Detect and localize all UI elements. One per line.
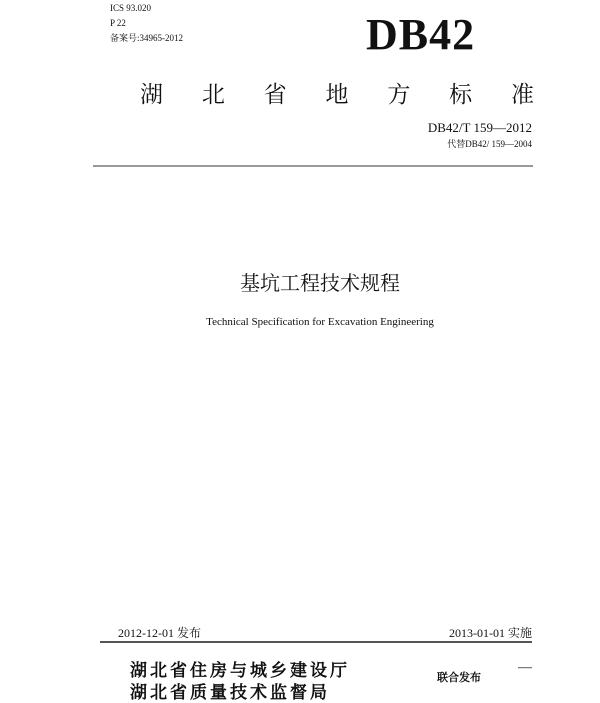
char: 准 [510, 82, 534, 108]
ics-code: ICS 93.020 [110, 3, 152, 13]
dash: — [518, 660, 532, 675]
divider-bottom [100, 641, 532, 643]
issuer-2: 湖北省质量技术监督局 [130, 683, 330, 703]
issue-date: 2012-12-01 发布 [118, 626, 201, 640]
standard-type [140, 76, 534, 109]
standard-code: DB42/T 159—2012 [427, 120, 532, 135]
document-title: 基坑工程技术规程 [240, 271, 400, 295]
classification-code: P 22 [110, 18, 126, 28]
char: 标 [449, 82, 473, 108]
divider-top [93, 165, 533, 167]
record-number: 备案号:34965-2012 [110, 33, 183, 43]
replaces-code: 代替DB42/ 159—2004 [447, 139, 532, 149]
db42-logo: DB42 [366, 10, 476, 59]
char: 省 [263, 82, 287, 108]
char: 方 [387, 82, 411, 108]
char: 地 [325, 82, 349, 108]
document-title-english: Technical Specification for Excavation Engineering [206, 316, 434, 328]
joint-issue-label: 联合发布 [437, 671, 481, 684]
implementation-date: 2013-01-01 实施 [449, 626, 532, 640]
issuer-1: 湖北省住房与城乡建设厅 [130, 661, 350, 681]
char: 湖 [140, 82, 163, 108]
char: 北 [201, 82, 225, 108]
